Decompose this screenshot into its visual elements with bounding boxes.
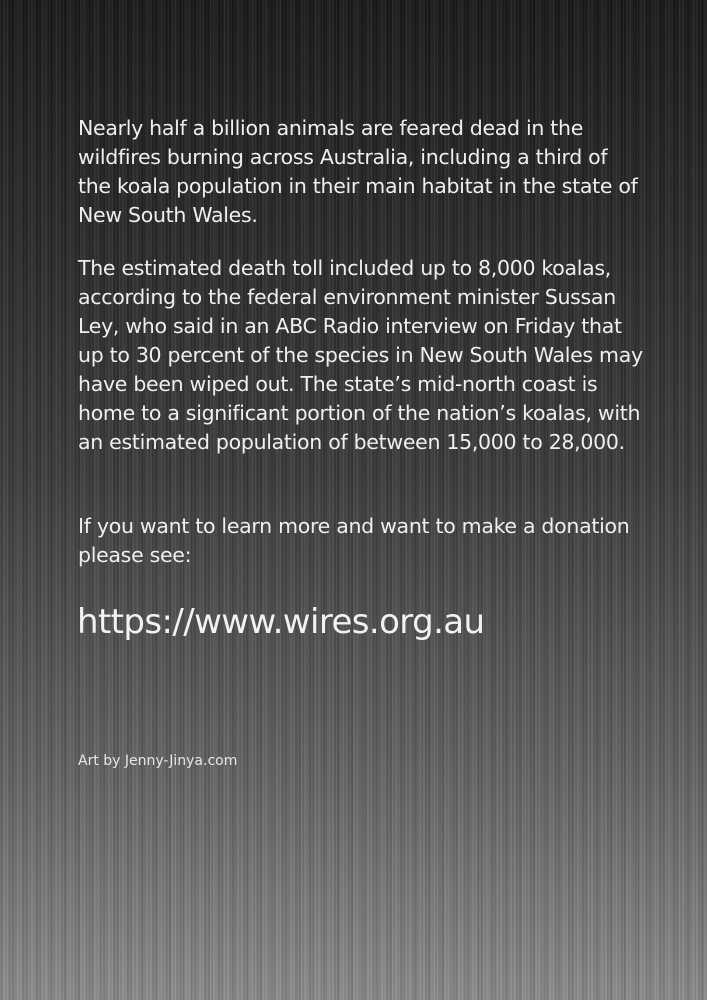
paragraph-death-toll: The estimated death toll included up to 8,000 koalas, according to the federal environment minister Sussan Ley, who said in an ABC Radio interview on Friday that up to 30 percent of the species in New South Wales may have been wiped out. The state’s mid-north coast is home to a significant portion of the nation’s koalas, with an estimated population of between 15,000 to 28,000. — [78, 256, 643, 454]
paragraph-donation-prompt: If you want to learn more and want to make a donation please see: — [78, 514, 630, 567]
art-credit: Art by Jenny-Jinya.com — [78, 753, 238, 769]
paragraph-intro: Nearly half a billion animals are feared dead in the wildfires burning across Australia, including a third of the koala population in their main habitat in the state of New South Wales. — [78, 116, 638, 227]
donation-link[interactable]: https://www.wires.org.au — [77, 602, 485, 642]
